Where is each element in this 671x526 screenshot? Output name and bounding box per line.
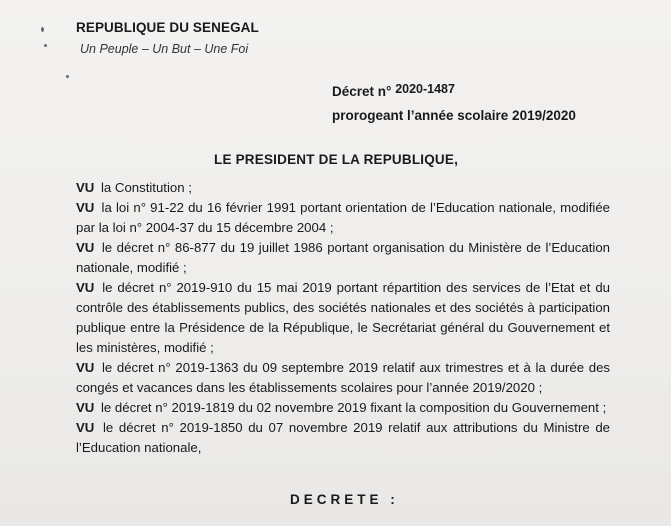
visa-text: la Constitution ;	[101, 180, 192, 195]
vu-label: VU	[76, 280, 95, 295]
visa-text: le décret n° 2019-1363 du 09 septembre 2019 relatif aux trimestres et à la durée des congés et vacances dans les établissements scolaires pour l’année 2019/2020 ;	[76, 360, 610, 395]
vu-label: VU	[76, 180, 95, 195]
visa-item	[76, 418, 610, 458]
vu-label: VU	[76, 360, 95, 375]
decree-label: Décret n°	[332, 84, 392, 99]
decree-subject: prorogeant l’année scolaire 2019/2020	[332, 108, 576, 123]
visa-text: la loi n° 91-22 du 16 février 1991 portant orientation de l’Education nationale, modifiée par la loi n° 2004-37 du 15 décembre 2004 ;	[76, 200, 610, 235]
president-heading: LE PRESIDENT DE LA REPUBLIQUE,	[214, 152, 459, 167]
vu-label: VU	[76, 240, 95, 255]
visas-list	[76, 178, 610, 458]
visa-item	[76, 178, 610, 198]
vu-label: VU	[76, 420, 95, 435]
visa-item	[76, 238, 610, 278]
scan-speck	[41, 27, 44, 32]
visa-text: le décret n° 86-877 du 19 juillet 1986 portant organisation du Ministère de l’Education nationale, modifié ;	[76, 240, 610, 275]
decree-number-line	[332, 84, 455, 99]
republic-name: REPUBLIQUE DU SENEGAL	[76, 20, 259, 35]
visa-text: le décret n° 2019-1819 du 02 novembre 2019 fixant la composition du Gouvernement ;	[101, 400, 607, 415]
visa-text: le décret n° 2019-1850 du 07 novembre 2019 relatif aux attributions du Ministre de l’Education nationale,	[76, 420, 610, 455]
visa-item	[76, 398, 610, 418]
national-motto: Un Peuple – Un But – Une Foi	[80, 42, 249, 56]
visa-item	[76, 358, 610, 398]
visa-item	[76, 278, 610, 358]
scan-speck	[66, 75, 69, 78]
vu-label: VU	[76, 200, 95, 215]
scan-speck	[44, 44, 47, 47]
decrete-heading: DECRETE :	[290, 492, 399, 507]
vu-label: VU	[76, 400, 95, 415]
visa-item	[76, 198, 610, 238]
visa-text: le décret n° 2019-910 du 15 mai 2019 portant répartition des services de l’Etat et du contrôle des établissements publics, des sociétés nationales et des sociétés à participation publique entre la Présidence de la République, le Secrétariat général du Gouvernement et les ministères, modifié ;	[76, 280, 610, 355]
decree-number: 2020-1487	[395, 82, 455, 96]
